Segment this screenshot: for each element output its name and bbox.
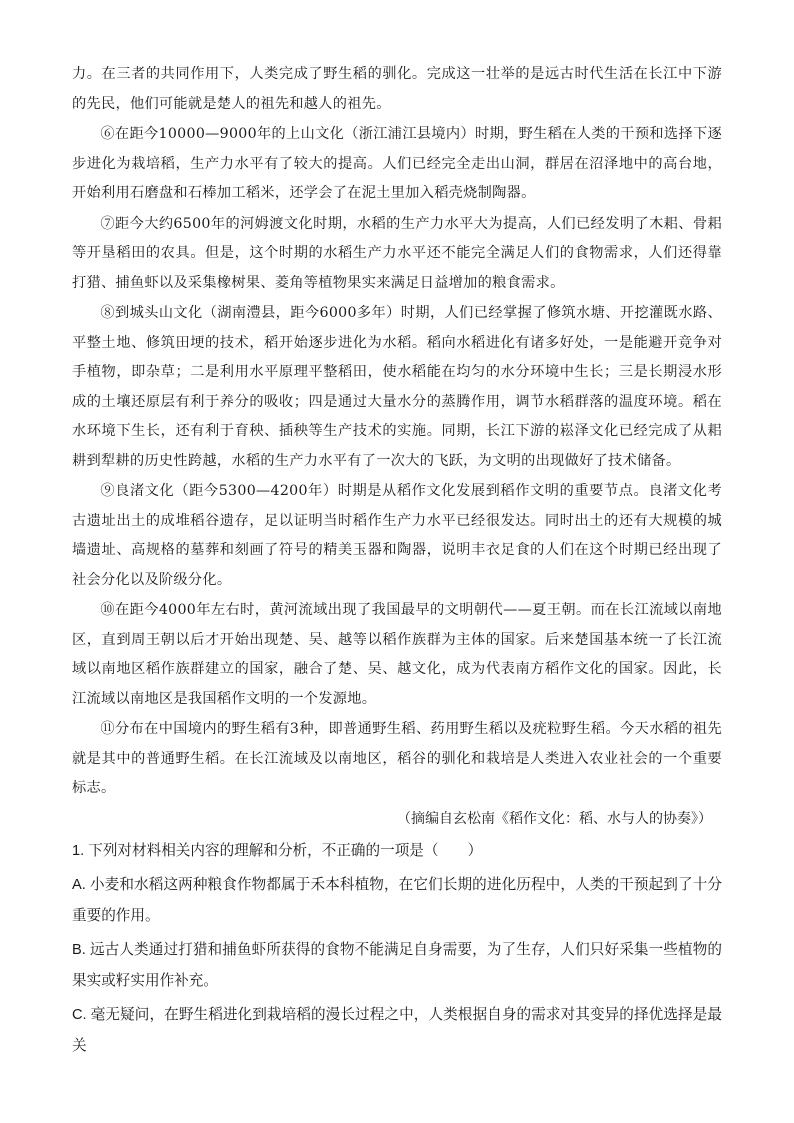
document-page [72,60,722,1063]
passage-paragraph-continued: 力。在三者的共同作用下，人类完成了野生稻的驯化。完成这一壮举的是远古时代生活在长江中下游的先民，他们可能就是楚人的祖先和越人的祖先。 [72,66,722,112]
passage-paragraph-8: ⑧到城头山文化（湖南澧县，距今6000多年）时期，人们已经掌握了修筑水塘、开挖灌既水路、平整土地、修筑田埂的技术，稻开始逐步进化为水稻。稻向水稻进化有诸多好处，一是能避开竞争对手植物，即杂草；二是利用水平原理平整稻田，使水稻能在均匀的水分环境中生长；三是长期浸水形成的土壤还原层有利于养分的吸收；四是通过大量水分的蒸腾作用，调节水稻群落的温度环境。稻在水环境下生长，还有利于育秧、插秧等生产技术的实施。同期，长江下游的崧泽文化已经完成了从耜耕到犁耕的历史性跨越，水稻的生产力水平有了一次大的飞跃，为文明的出现做好了技术储备。 [72,305,722,469]
passage-source: （摘编自玄松南《稻作文化：稻、水与人的协奏》） [397,810,712,827]
option-a: A. 小麦和水稻这两种粮食作物都属于禾本科植物，在它们长期的进化历程中，人类的干预起到了十分重要的作用。 [72,876,722,924]
passage-paragraph-9: ⑨良渚文化（距今5300—4200年）时期是从稻作文化发展到稻作文明的重要节点。良渚文化考古遗址出土的成堆稻谷遗存，足以证明当时稻作生产力水平已经很发达。同时出土的还有大规模的城墙遗址、高规格的墓葬和刻画了符号的精美玉器和陶器，说明丰衣足食的人们在这个时期已经出现了社会分化以及阶级分化。 [72,483,722,588]
passage-paragraph-11: ⑪分布在中国境内的野生稻有3种，即普通野生稻、药用野生稻以及疣粒野生稻。今天水稻的祖先就是其中的普通野生稻。在长江流域及以南地区，稻谷的驯化和栽培是人类进入农业社会的一个重要标志。 [72,721,722,796]
option-b: B. 远古人类通过打猎和捕鱼虾所获得的食物不能满足自身需要，为了生存，人们只好采集一些植物的果实或籽实用作补充。 [72,941,722,989]
question-title: 1. 下列对材料相关内容的理解和分析，不正确的一项是（ ） [72,843,483,859]
passage-paragraph-10: ⑩在距今4000年左右时，黄河流域出现了我国最早的文明朝代——夏王朝。而在长江流域以南地区，直到周王朝以后才开始出现楚、吴、越等以稻作族群为主体的国家。后来楚国基本统一了长江流域以南地区稻作族群建立的国家，融合了楚、吴、越文化，成为代表南方稻作文化的国家。因此，长江流域以南地区是我国稻作文明的一个发源地。 [72,602,722,707]
option-c: C. 毫无疑问，在野生稻进化到栽培稻的漫长过程之中，人类根据自身的需求对其变异的择优选择是最关 [72,1006,722,1054]
passage-paragraph-6: ⑥在距今10000—9000年的上山文化（浙江浦江县境内）时期，野生稻在人类的干预和选择下逐步进化为栽培稻，生产力水平有了较大的提高。人们已经完全走出山洞，群居在沼泽地中的高台地，开始利用石磨盘和石棒加工稻米，还学会了在泥土里加入稻壳烧制陶器。 [72,126,722,201]
passage-paragraph-7: ⑦距今大约6500年的河姆渡文化时期，水稻的生产力水平大为提高，人们已经发明了木耜、骨耜等开垦稻田的农具。但是，这个时期的水稻生产力水平还不能完全满足人们的食物需求，人们还得靠打猎、捕鱼虾以及采集橡树果、菱角等植物果实来满足日益增加的粮食需求。 [72,215,722,291]
